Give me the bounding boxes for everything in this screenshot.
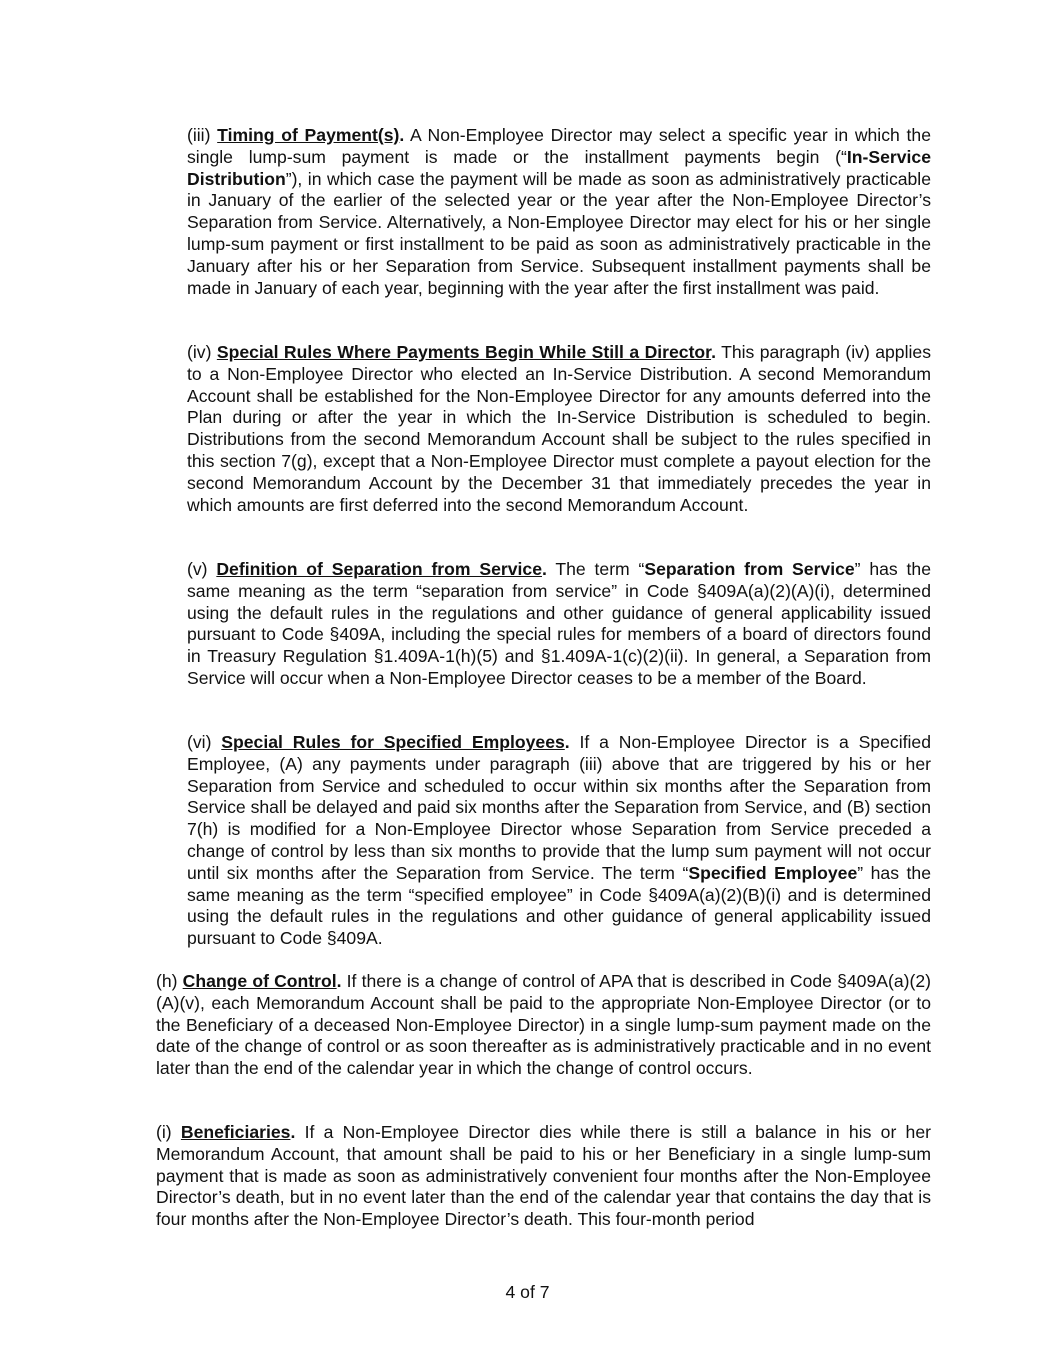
- paragraph-number: (i): [156, 1122, 181, 1142]
- paragraph-number: (v): [187, 559, 217, 579]
- paragraph-number: (iv): [187, 342, 217, 362]
- paragraph-number: (vi): [187, 732, 222, 752]
- paragraph-text: A Non-Employee Director may select a specific year in which the single lump-sum payment is made or the installment payments begin (“: [187, 125, 931, 167]
- paragraph-v-separation-from-service: (v) Definition of Separation from Service. The term “Separation from Service” has the same meaning as the term “separation from service” in Code §409A(a)(2)(A)(i), determined using the default rules in the regulations and other guidance of general applicability issued pursuant to Code §409A, including the special rules for members of a board of directors found in Treasury Regulation §1.409A-1(h)(5) and §1.409A-1(c)(2)(ii). In general, a Separation from Service will occur when a Non-Employee Director ceases to be a member of the Board.: [187, 559, 931, 688]
- section-heading: Special Rules Where Payments Begin While Still a Director: [216, 342, 712, 362]
- defined-term: In-Service Distribution: [187, 146, 931, 189]
- paragraph-text: If there is a change of control of APA that is described in Code §409A(a)(2)(A)(v), each Memorandum Account shall be paid to the appropriate Non-Employee Director (or to the Beneficiary of a deceased Non-Employee Director) in a single lump-sum payment made on the date of the change of control or as soon thereafter as is administratively practicable and in no event later than the end of the calendar year in which the change of control occurs.: [156, 971, 931, 1079]
- paragraph-iii-timing-of-payments: (iii) Timing of Payment(s). A Non-Employee Director may select a specific year in which the single lump-sum payment is made or the installment payments begin (“In-Service Distribution”), in which case the payment will be made as soon as administratively practicable in January of the earlier of the selected year or the year after the Non-Employee Director’s Separation from Service. Alternatively, a Non-Employee Director may elect for his or her single lump-sum payment or first installment to be paid as soon as administratively practicable in the January after his or her Separation from Service. Subsequent installment payments shall be made in January of each year, beginning with the year after the first installment was paid.: [187, 125, 931, 298]
- paragraph-text: The term “: [546, 559, 645, 579]
- paragraph-i-beneficiaries: (i) Beneficiaries. If a Non-Employee Director dies while there is still a balance in his or her Memorandum Account, that amount shall be paid to his or her Beneficiary in a single lump-sum payment that is made as soon as administratively convenient four months after the Non-Employee Director’s death, but in no event later than the end of the calendar year that contains the day that is four months after the Non-Employee Director’s death. This four-month period: [156, 1122, 931, 1230]
- paragraph-text: If a Non-Employee Director dies while there is still a balance in his or her Memorandum Account, that amount shall be paid to his or her Beneficiary in a single lump-sum payment that is made as soon as administratively convenient four months after the Non-Employee Director’s death, but in no event later than the end of the calendar year that contains the day that is four months after the Non-Employee Director’s death. This four-month period: [156, 1122, 931, 1230]
- paragraph-number: (h): [156, 971, 183, 991]
- page-number: 4 of 7: [505, 1282, 550, 1302]
- paragraph-text: ”), in which case the payment will be made as soon as administratively practicable in January of the earlier of the selected year or the year after the Non-Employee Director’s Separation from Service. Alternatively, a Non-Employee Director may elect for his or her single lump-sum payment or first installment to be paid as soon as administratively practicable in the January after his or her Separation from Service. Subsequent installment payments shall be made in January of each year, beginning with the year after the first installment was paid.: [187, 168, 931, 298]
- section-heading: Definition of Separation from Service: [216, 559, 542, 579]
- defined-term: Specified Employee: [688, 862, 858, 883]
- paragraph-text: This paragraph (iv) applies to a Non-Employee Director who elected an In-Service Distribution. A second Memorandum Account shall be established for the Non-Employee Director for any amounts deferred into the Plan during or after the year in which the In-Service Distribution is scheduled to begin. Distributions from the second Memorandum Account shall be subject to the rules specified in this section 7(g), except that a Non-Employee Director must complete a payout election for the second Memorandum Account by the December 31 that immediately precedes the year in which amounts are first deferred into the second Memorandum Account.: [187, 342, 931, 515]
- paragraph-text: If a Non-Employee Director is a Specified Employee, (A) any payments under paragraph (iii) above that are triggered by his or her Separation from Service and scheduled to occur within six months after the Separation from Service shall be delayed and paid six months after the Separation from Service, and (B) section 7(h) is modified for a Non-Employee Director whose Separation from Service preceded a change of control by less than six months to provide that the lump sum payment will not occur until six months after the Separation from Service. The term “: [187, 732, 931, 883]
- defined-term: Separation from Service: [644, 559, 855, 579]
- section-heading: Special Rules for Specified Employees: [221, 732, 565, 752]
- section-heading: Timing of Payment(s): [217, 125, 400, 145]
- paragraph-number: (iii): [187, 125, 218, 145]
- paragraph-text: ” has the same meaning as the term “separation from service” in Code §409A(a)(2)(A)(i), determined using the default rules in the regulations and other guidance of general applicability issued pursuant to Code §409A, including the special rules for members of a board of directors found in Treasury Regulation §1.409A-1(h)(5) and §1.409A-1(c)(2)(ii). In general, a Separation from Service will occur when a Non-Employee Director ceases to be a member of the Board.: [187, 559, 931, 688]
- section-heading: Change of Control: [182, 971, 337, 991]
- paragraph-vi-specified-employees: (vi) Special Rules for Specified Employees. If a Non-Employee Director is a Specified Employee, (A) any payments under paragraph (iii) above that are triggered by his or her Separation from Service and scheduled to occur within six months after the Separation from Service shall be delayed and paid six months after the Separation from Service, and (B) section 7(h) is modified for a Non-Employee Director whose Separation from Service preceded a change of control by less than six months to provide that the lump sum payment will not occur until six months after the Separation from Service. The term “Specified Employee” has the same meaning as the term “specified employee” in Code §409A(a)(2)(B)(i) and is determined using the default rules in the regulations and other guidance of general applicability issued pursuant to Code §409A.: [187, 732, 931, 949]
- section-heading: Beneficiaries: [180, 1122, 291, 1142]
- paragraph-h-change-of-control: (h) Change of Control. If there is a change of control of APA that is described in Code §409A(a)(2)(A)(v), each Memorandum Account shall be paid to the appropriate Non-Employee Director (or to the Beneficiary of a deceased Non-Employee Director) in a single lump-sum payment made on the date of the change of control or as soon thereafter as is administratively practicable and in no event later than the end of the calendar year in which the change of control occurs.: [156, 971, 931, 1079]
- paragraph-iv-special-rules-director: (iv) Special Rules Where Payments Begin While Still a Director. This paragraph (iv) applies to a Non-Employee Director who elected an In-Service Distribution. A second Memorandum Account shall be established for the Non-Employee Director for any amounts deferred into the Plan during or after the year in which the In-Service Distribution is scheduled to begin. Distributions from the second Memorandum Account shall be subject to the rules specified in this section 7(g), except that a Non-Employee Director must complete a payout election for the second Memorandum Account by the December 31 that immediately precedes the year in which amounts are first deferred into the second Memorandum Account.: [187, 342, 931, 515]
- paragraph-text: ” has the same meaning as the term “specified employee” in Code §409A(a)(2)(B)(i) and is determined using the default rules in the regulations and other guidance of general applicability issued pursuant to Code §409A.: [187, 862, 931, 949]
